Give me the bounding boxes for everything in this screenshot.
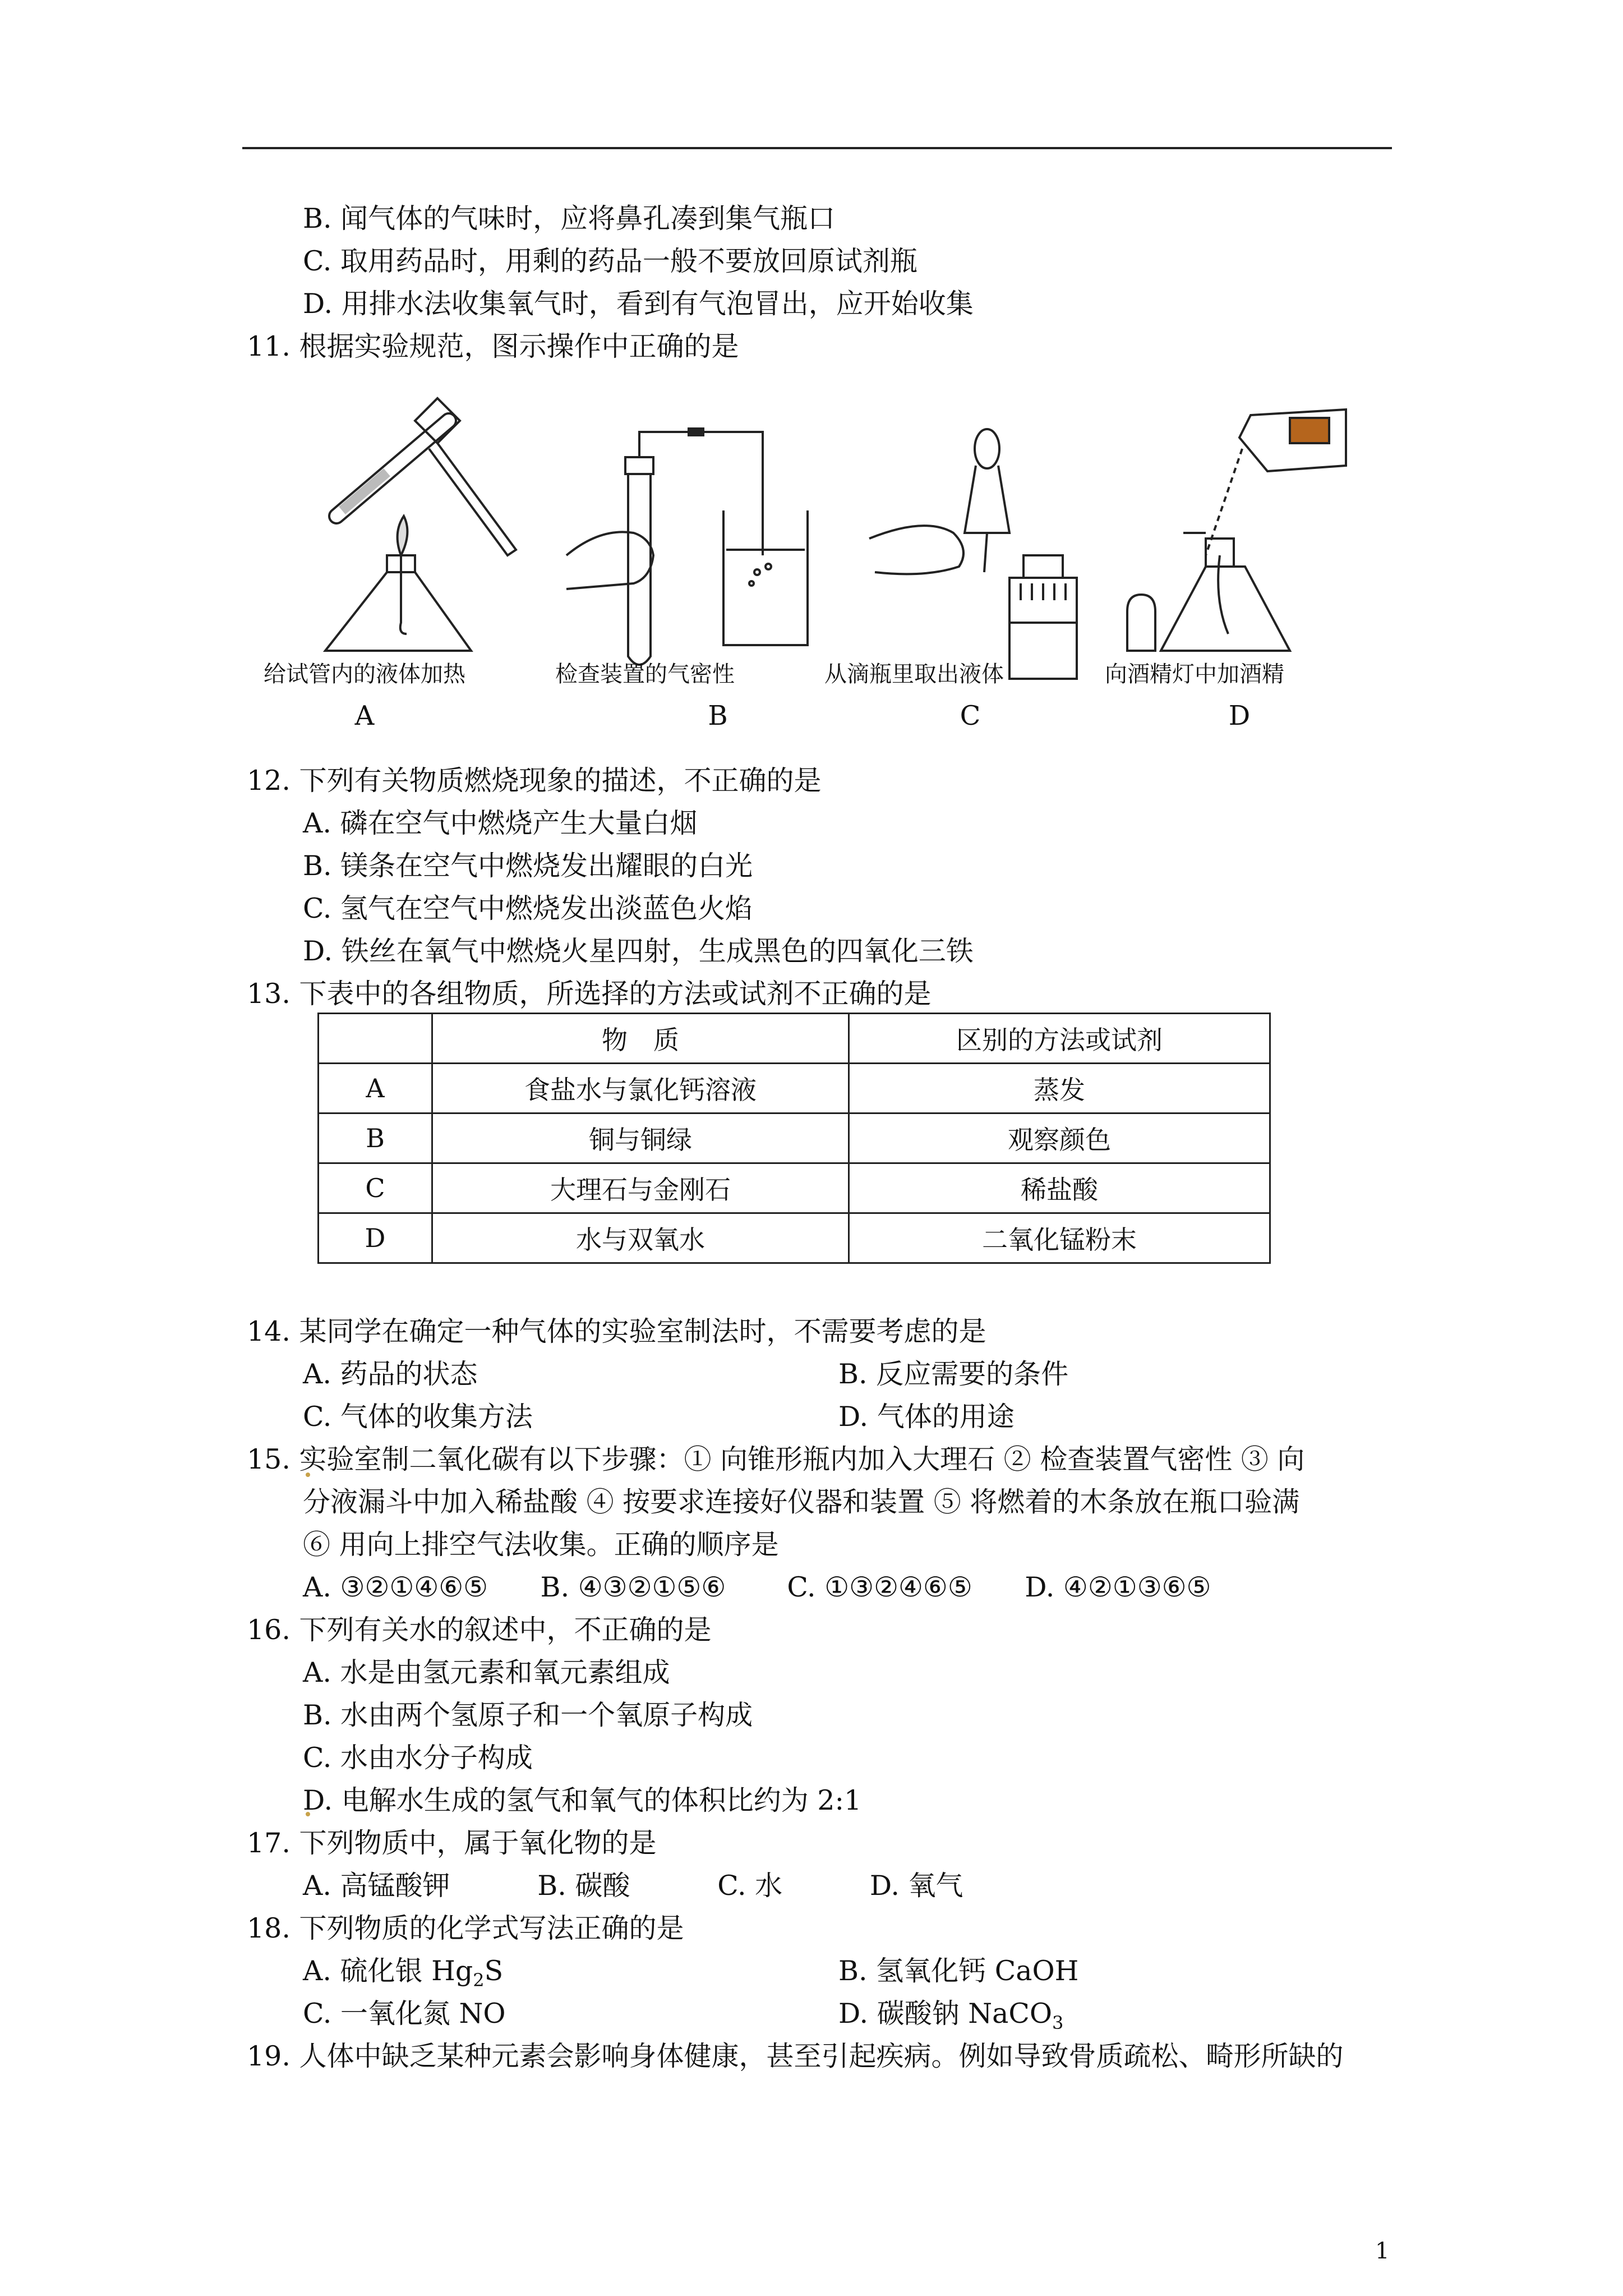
figure-alcohol-lamp <box>1122 387 1346 701</box>
q14-option-b: B. 反应需要的条件 <box>838 1358 1069 1390</box>
table-cell: 大理石与金刚石 <box>432 1163 849 1213</box>
figure-d-letter: D <box>1228 700 1251 731</box>
q18-option-a-text: A. 硫化银 Hg <box>303 1955 473 1987</box>
q14-option-d: D. 气体的用途 <box>838 1401 1015 1433</box>
q18-option-c: C. 一氧化氮 NO <box>303 1998 506 2030</box>
table-cell: 稀盐酸 <box>849 1163 1270 1213</box>
header-rule <box>242 147 1392 149</box>
figure-a-caption: 给试管内的液体加热 <box>264 661 465 687</box>
table-header-cell <box>319 1014 432 1064</box>
q18-stem: 18. 下列物质的化学式写法正确的是 <box>247 1912 684 1944</box>
table-row <box>319 1114 1270 1163</box>
q12-option-c: C. 氢气在空气中燃烧发出淡蓝色火焰 <box>303 892 753 924</box>
table-header-cell: 区别的方法或试剂 <box>849 1014 1270 1064</box>
subscript: 2 <box>473 1969 485 1991</box>
q14-stem: 14. 某同学在确定一种气体的实验室制法时，不需要考虑的是 <box>247 1315 986 1347</box>
table-cell: 食盐水与氯化钙溶液 <box>432 1064 849 1114</box>
page-number: 1 <box>1375 2238 1390 2264</box>
q12-stem: 12. 下列有关物质燃烧现象的描述，不正确的是 <box>247 765 822 797</box>
q16-option-d: D. 电解水生成的氢气和氧气的体积比约为 2:1 <box>303 1784 862 1816</box>
subscript: 3 <box>1052 2012 1064 2033</box>
table-cell: A <box>319 1064 432 1114</box>
q15-stem-line1: 15. 实验室制二氧化碳有以下步骤：① 向锥形瓶内加入大理石 ② 检查装置气密性 ③ 向 <box>247 1443 1305 1475</box>
q10-option-d: D. 用排水法收集氧气时，看到有气泡冒出，应开始收集 <box>303 288 974 320</box>
table-row <box>319 1064 1270 1114</box>
q12-option-d: D. 铁丝在氧气中燃烧火星四射，生成黑色的四氧化三铁 <box>303 935 974 967</box>
table-cell: 铜与铜绿 <box>432 1114 849 1163</box>
q15-options: A. ③②①④⑥⑤ B. ④③②①⑤⑥ C. ①③②④⑥⑤ D. ④②①③⑥⑤ <box>303 1571 1211 1603</box>
figure-c-caption: 从滴瓶里取出液体 <box>824 661 1004 687</box>
q18-option-a <box>303 1954 503 1997</box>
q14-option-a: A. 药品的状态 <box>303 1358 478 1390</box>
figure-b-letter: B <box>708 700 728 731</box>
q10-option-c: C. 取用药品时，用剩的药品一般不要放回原试剂瓶 <box>303 245 917 277</box>
q12-option-b: B. 镁条在空气中燃烧发出耀眼的白光 <box>303 850 753 882</box>
table-cell: C <box>319 1163 432 1213</box>
table-cell: B <box>319 1114 432 1163</box>
q11-stem: 11. 根据实验规范，图示操作中正确的是 <box>247 330 739 362</box>
q15-stem-line3: ⑥ 用向上排空气法收集。正确的顺序是 <box>303 1529 779 1561</box>
q10-option-b: B. 闻气体的气味时，应将鼻孔凑到集气瓶口 <box>303 203 836 234</box>
figure-c-letter: C <box>960 700 981 731</box>
figure-heating-test-tube <box>303 387 527 701</box>
q18-option-a-tail: S <box>484 1955 504 1987</box>
q18-option-b: B. 氢氧化钙 CaOH <box>838 1955 1079 1987</box>
q16-stem: 16. 下列有关水的叙述中，不正确的是 <box>247 1614 712 1646</box>
q14-option-c: C. 气体的收集方法 <box>303 1401 533 1433</box>
table-cell: 观察颜色 <box>849 1114 1270 1163</box>
q17-stem: 17. 下列物质中，属于氧化物的是 <box>247 1827 657 1859</box>
q15-stem-line2: 分液漏斗中加入稀盐酸 ④ 按要求连接好仪器和装置 ⑤ 将燃着的木条放在瓶口验满 <box>303 1486 1300 1518</box>
q16-option-c: C. 水由水分子构成 <box>303 1742 533 1774</box>
figure-dropper-bottle <box>858 387 1082 701</box>
table-cell: 蒸发 <box>849 1064 1270 1114</box>
table-row <box>319 1213 1270 1263</box>
q19-stem: 19. 人体中缺乏某种元素会影响身体健康，甚至引起疾病。例如导致骨质疏松、畸形所缺的 <box>247 2040 1344 2072</box>
table-header-row <box>319 1014 1270 1064</box>
q12-option-a: A. 磷在空气中燃烧产生大量白烟 <box>303 807 698 839</box>
q18-option-d <box>838 1997 1063 2040</box>
table-cell: D <box>319 1213 432 1263</box>
table-row <box>319 1163 1270 1213</box>
q13-table <box>317 1013 1271 1264</box>
table-cell: 二氧化锰粉末 <box>849 1213 1270 1263</box>
table-cell: 水与双氧水 <box>432 1213 849 1263</box>
figure-a-letter: A <box>354 700 375 731</box>
table-header-cell: 物 质 <box>432 1014 849 1064</box>
figure-airtightness-check <box>566 387 791 701</box>
q13-stem: 13. 下表中的各组物质，所选择的方法或试剂不正确的是 <box>247 978 932 1010</box>
figure-b-caption: 检查装置的气密性 <box>555 661 735 687</box>
q17-options: A. 高锰酸钾 B. 碳酸 C. 水 D. 氧气 <box>303 1870 963 1902</box>
q16-option-b: B. 水由两个氢原子和一个氧原子构成 <box>303 1699 753 1731</box>
q16-option-a: A. 水是由氢元素和氧元素组成 <box>303 1657 670 1688</box>
q18-option-d-text: D. 碳酸钠 NaCO <box>838 1998 1053 2030</box>
figure-d-caption: 向酒精灯中加酒精 <box>1105 661 1284 687</box>
